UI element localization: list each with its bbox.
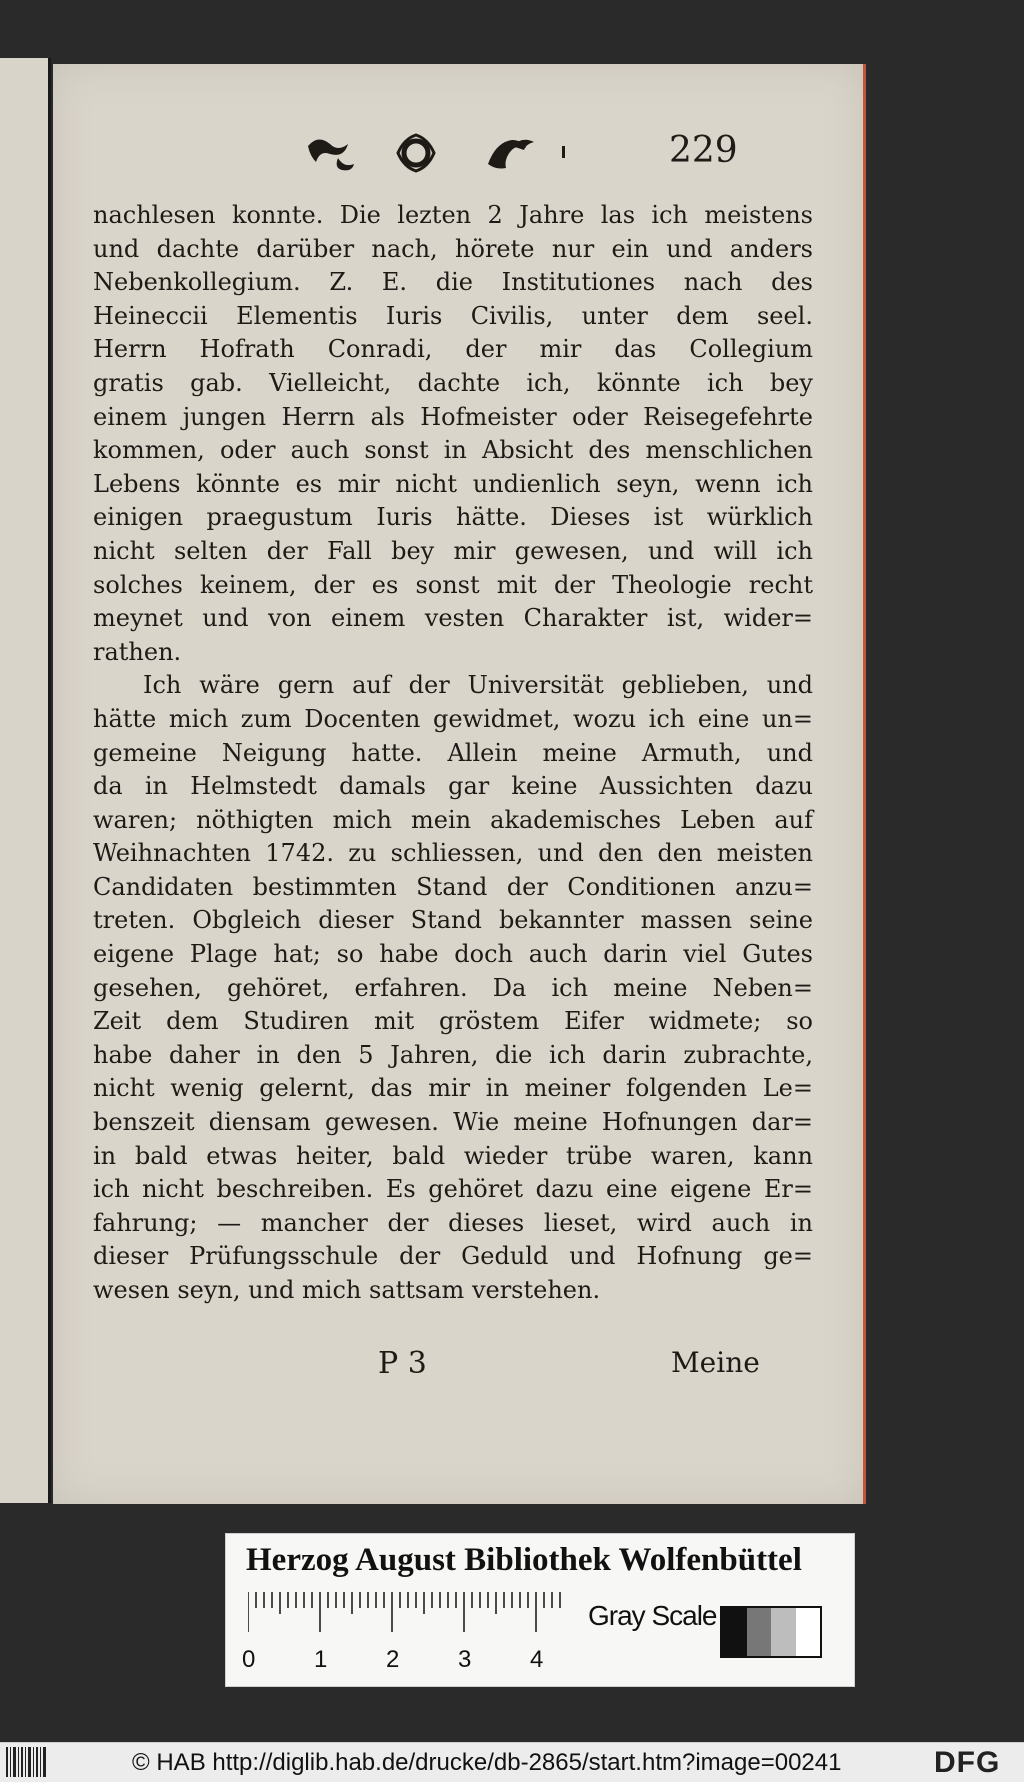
text-line: da in Helmstedt damals gar keine Aussichten dazu <box>93 772 813 801</box>
text-line: und dachte darüber nach, hörete nur ein und anders <box>93 234 813 263</box>
swatch-black <box>722 1608 747 1656</box>
body-text <box>93 199 813 1308</box>
text-line: waren; nöthigten mich mein akademisches Leben auf <box>93 805 813 834</box>
footer-bar <box>0 1742 1024 1782</box>
text-line: gesehen, gehöret, erfahren. Da ich meine Neben= <box>93 973 813 1002</box>
page-header <box>53 126 863 186</box>
text-line: einigen praegustum Iuris hätte. Dieses ist würklich <box>93 503 813 532</box>
ruler-number: 4 <box>530 1646 544 1673</box>
left-page-edge <box>0 58 51 1503</box>
text-line: wesen seyn, und mich sattsam verstehen. <box>93 1276 601 1304</box>
catchword: Meine <box>671 1346 760 1379</box>
gray-scale-swatches <box>720 1606 822 1658</box>
ruler-number: 0 <box>242 1646 256 1673</box>
gray-scale-label: Gray Scale <box>588 1600 717 1631</box>
text-line: Nebenkollegium. Z. E. die Institutiones nach des <box>93 268 813 297</box>
swatch-white <box>796 1608 821 1656</box>
ruler-number: 2 <box>386 1646 400 1673</box>
swatch-light-gray <box>771 1608 796 1656</box>
color-calibration-card <box>225 1533 855 1687</box>
text-line: Herrn Hofrath Conradi, der mir das Collegium <box>93 335 813 364</box>
text-line: Lebens könnte es mir nicht undienlich seyn, wenn ich <box>93 469 813 498</box>
text-line: rathen. <box>93 637 182 666</box>
text-line: hätte mich zum Docenten gewidmet, wozu ich eine un= <box>93 704 813 733</box>
copyright-link[interactable]: © HAB http://diglib.hab.de/drucke/db-2865/start.htm?image=00241 <box>132 1749 842 1776</box>
ruler-scale <box>248 1592 568 1652</box>
ornament-headpiece <box>298 126 598 181</box>
text-line: nicht wenig gelernt, das mir in meiner folgenden Le= <box>93 1074 813 1103</box>
text-line: ich nicht beschreiben. Es gehöret dazu eine eigene Er= <box>93 1175 813 1204</box>
page-number: 229 <box>669 130 738 171</box>
text-line: solches keinem, der es sonst mit der Theologie recht <box>93 570 813 599</box>
text-line: gemeine Neigung hatte. Allein meine Armuth, und <box>93 738 813 767</box>
text-line: Weihnachten 1742. zu schliessen, und den den meisten <box>93 839 813 868</box>
text-line: habe daher in den 5 Jahren, die ich darin zubrachte, <box>93 1040 813 1069</box>
swatch-dark-gray <box>747 1608 772 1656</box>
text-line: meynet und von einem vesten Charakter ist, wider= <box>93 604 813 633</box>
text-line: Heineccii Elementis Iuris Civilis, unter dem seel. <box>93 301 813 330</box>
text-line: nachlesen konnte. Die lezten 2 Jahre las ich meistens <box>93 201 813 229</box>
text-line: Zeit dem Studiren mit gröstem Eifer widmete; so <box>93 1007 813 1036</box>
text-line: nicht selten der Fall bey mir gewesen, und will ich <box>93 536 813 565</box>
text-line: in bald etwas heiter, bald wieder trübe waren, kann <box>93 1141 813 1170</box>
book-page <box>53 64 866 1504</box>
text-line: fahrung; — mancher der dieses lieset, wird auch in <box>93 1208 813 1237</box>
text-line: dieser Prüfungsschule der Geduld und Hofnung ge= <box>93 1242 813 1271</box>
text-line: kommen, oder auch sonst in Absicht des menschlichen <box>93 436 813 465</box>
text-line: Ich wäre gern auf der Universität geblieben, und <box>143 671 813 700</box>
ruler-number: 3 <box>458 1646 472 1673</box>
text-line: eigene Plage hat; so habe doch auch darin viel Gutes <box>93 940 813 969</box>
ruler-number: 1 <box>314 1646 328 1673</box>
text-line: Candidaten bestimmten Stand der Conditionen anzu= <box>93 872 813 901</box>
signature-mark: P 3 <box>378 1346 427 1381</box>
dfg-logo: DFG <box>934 1746 1001 1779</box>
text-line: benszeit diensam gewesen. Wie meine Hofnungen dar= <box>93 1108 813 1137</box>
text-line: einem jungen Herrn als Hofmeister oder Reisegefehrte <box>93 402 813 431</box>
text-line: gratis gab. Vielleicht, dachte ich, könnte ich bey <box>93 368 813 397</box>
text-line: treten. Obgleich dieser Stand bekannter massen seine <box>93 906 813 935</box>
library-name: Herzog August Bibliothek Wolfenbüttel <box>246 1542 802 1578</box>
barcode-icon <box>6 1747 48 1777</box>
